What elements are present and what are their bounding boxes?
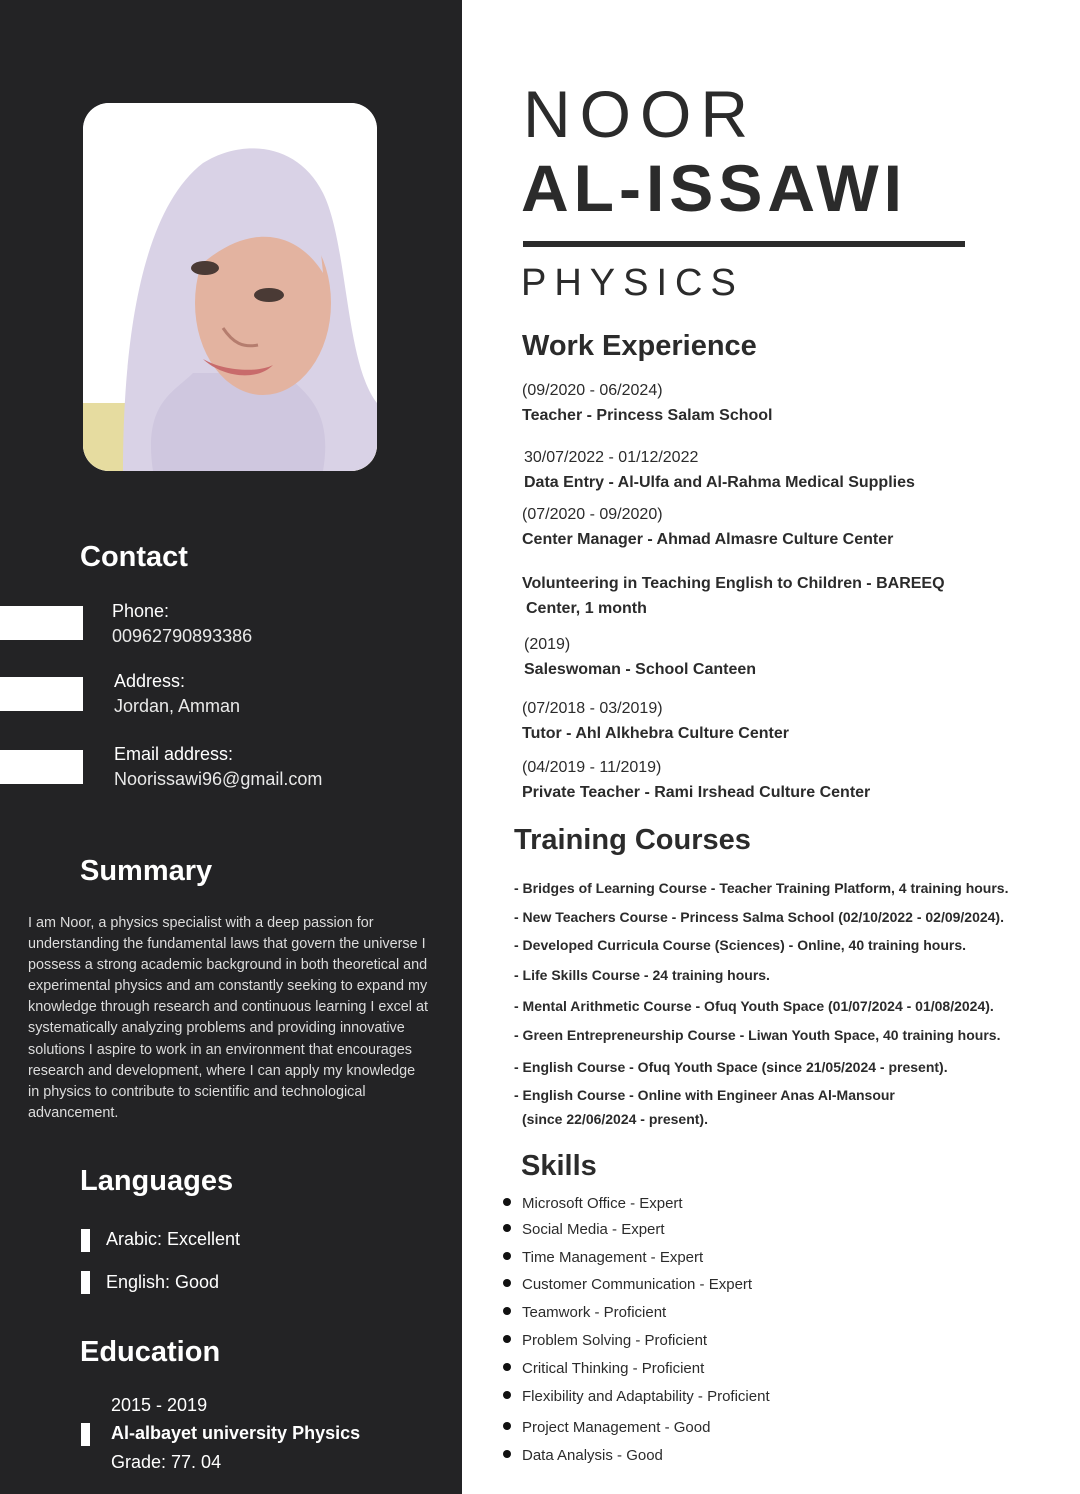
work-date: (09/2020 - 06/2024)	[522, 382, 663, 399]
skill-item: Flexibility and Adaptability - Proficient	[503, 1388, 770, 1405]
work-date: (2019)	[524, 636, 571, 653]
training-item: - Developed Curricula Course (Sciences) - Online, 40 training hours.	[514, 937, 966, 953]
address-bar	[0, 677, 83, 711]
work-title: Saleswoman - School Canteen	[524, 661, 757, 678]
email-bar	[0, 750, 83, 784]
skill-item: Critical Thinking - Proficient	[503, 1360, 704, 1377]
work-title: Teacher - Princess Salam School	[522, 407, 773, 424]
language-item: English: Good	[106, 1272, 220, 1292]
training-item: - English Course - Ofuq Youth Space (since 21/05/2024 - present).	[514, 1059, 948, 1075]
first-name: NOOR	[523, 77, 757, 151]
language-marker	[81, 1271, 90, 1294]
work-heading: Work Experience	[522, 330, 757, 362]
bullet-icon	[503, 1224, 511, 1232]
work-date: (07/2020 - 09/2020)	[522, 506, 663, 523]
bullet-icon	[503, 1391, 511, 1399]
skill-item: Project Management - Good	[503, 1419, 710, 1436]
skill-item: Microsoft Office - Expert	[503, 1195, 683, 1212]
work-date: (04/2019 - 11/2019)	[522, 759, 662, 776]
training-item-continued: (since 22/06/2024 - present).	[522, 1111, 708, 1127]
skill-item: Social Media - Expert	[503, 1221, 665, 1238]
last-name: AL-ISSAWI	[521, 151, 907, 225]
portrait-illustration	[83, 103, 377, 471]
education-heading: Education	[80, 1336, 221, 1368]
skills-heading: Skills	[521, 1150, 597, 1182]
education-grade: Grade: 77. 04	[111, 1452, 222, 1472]
work-title: Center Manager - Ahmad Almasre Culture Center	[522, 531, 894, 548]
bullet-icon	[503, 1198, 511, 1206]
work-title: Volunteering in Teaching English to Children - BAREEQ	[522, 575, 945, 592]
bullet-icon	[503, 1450, 511, 1458]
education-school: Al-albayet university Physics	[111, 1423, 361, 1443]
education-years: 2015 - 2019	[111, 1395, 208, 1415]
summary-heading: Summary	[80, 855, 213, 887]
work-title: Private Teacher - Rami Irshead Culture Center	[522, 784, 871, 801]
skill-item: Customer Communication - Expert	[503, 1276, 752, 1293]
email-value: Noorissawi96@gmail.com	[114, 769, 323, 789]
training-item: - New Teachers Course - Princess Salma School (02/10/2022 - 02/09/2024).	[514, 909, 1004, 925]
name-divider	[523, 241, 965, 247]
languages-heading: Languages	[80, 1165, 234, 1197]
education-marker	[81, 1423, 90, 1446]
skill-item: Problem Solving - Proficient	[503, 1332, 707, 1349]
training-item: - Life Skills Course - 24 training hours.	[514, 967, 770, 983]
training-item: - Mental Arithmetic Course - Ofuq Youth Space (01/07/2024 - 01/08/2024).	[514, 998, 994, 1014]
bullet-icon	[503, 1363, 511, 1371]
work-date: 30/07/2022 - 01/12/2022	[524, 449, 699, 466]
work-date: (07/2018 - 03/2019)	[522, 700, 663, 717]
role-title: PHYSICS	[521, 262, 744, 304]
language-item: Arabic: Excellent	[106, 1229, 241, 1249]
address-value: Jordan, Amman	[114, 696, 241, 716]
bullet-icon	[503, 1422, 511, 1430]
work-title: Tutor - Ahl Alkhebra Culture Center	[522, 725, 789, 742]
address-label: Address:	[114, 671, 186, 691]
skill-item: Time Management - Expert	[503, 1249, 703, 1266]
phone-bar	[0, 606, 83, 640]
phone-value: 00962790893386	[112, 626, 253, 646]
training-item: - Bridges of Learning Course - Teacher Training Platform, 4 training hours.	[514, 880, 1009, 896]
training-heading: Training Courses	[514, 824, 751, 856]
language-marker	[81, 1229, 90, 1252]
bullet-icon	[503, 1307, 511, 1315]
work-title-continued: Center, 1 month	[526, 600, 647, 617]
profile-photo	[83, 103, 377, 471]
bullet-icon	[503, 1279, 511, 1287]
phone-label: Phone:	[112, 601, 170, 621]
training-item: - Green Entrepreneurship Course - Liwan Youth Space, 40 training hours.	[514, 1027, 1001, 1043]
skill-item: Data Analysis - Good	[503, 1447, 663, 1464]
sidebar	[0, 0, 462, 1494]
skill-item: Teamwork - Proficient	[503, 1304, 666, 1321]
contact-heading: Contact	[80, 541, 188, 573]
work-title: Data Entry - Al-Ulfa and Al-Rahma Medical Supplies	[524, 474, 915, 491]
summary-text: I am Noor, a physics specialist with a deep passion for understanding the fundamental laws that govern the universe I possess a strong academic background in both theoretical and experimental physics and am constantly seeking to expand my knowledge through research and continuous learning I excel at systematically analyzing problems and providing innovative solutions I aspire to work in an environment that encourages research and development, where I can apply my knowledge in physics to contribute to scientific and technological advancement.	[28, 915, 429, 1121]
bullet-icon	[503, 1335, 511, 1343]
email-label: Email address:	[114, 744, 234, 764]
training-item: - English Course - Online with Engineer Anas Al-Mansour	[514, 1087, 895, 1103]
bullet-icon	[503, 1252, 511, 1260]
